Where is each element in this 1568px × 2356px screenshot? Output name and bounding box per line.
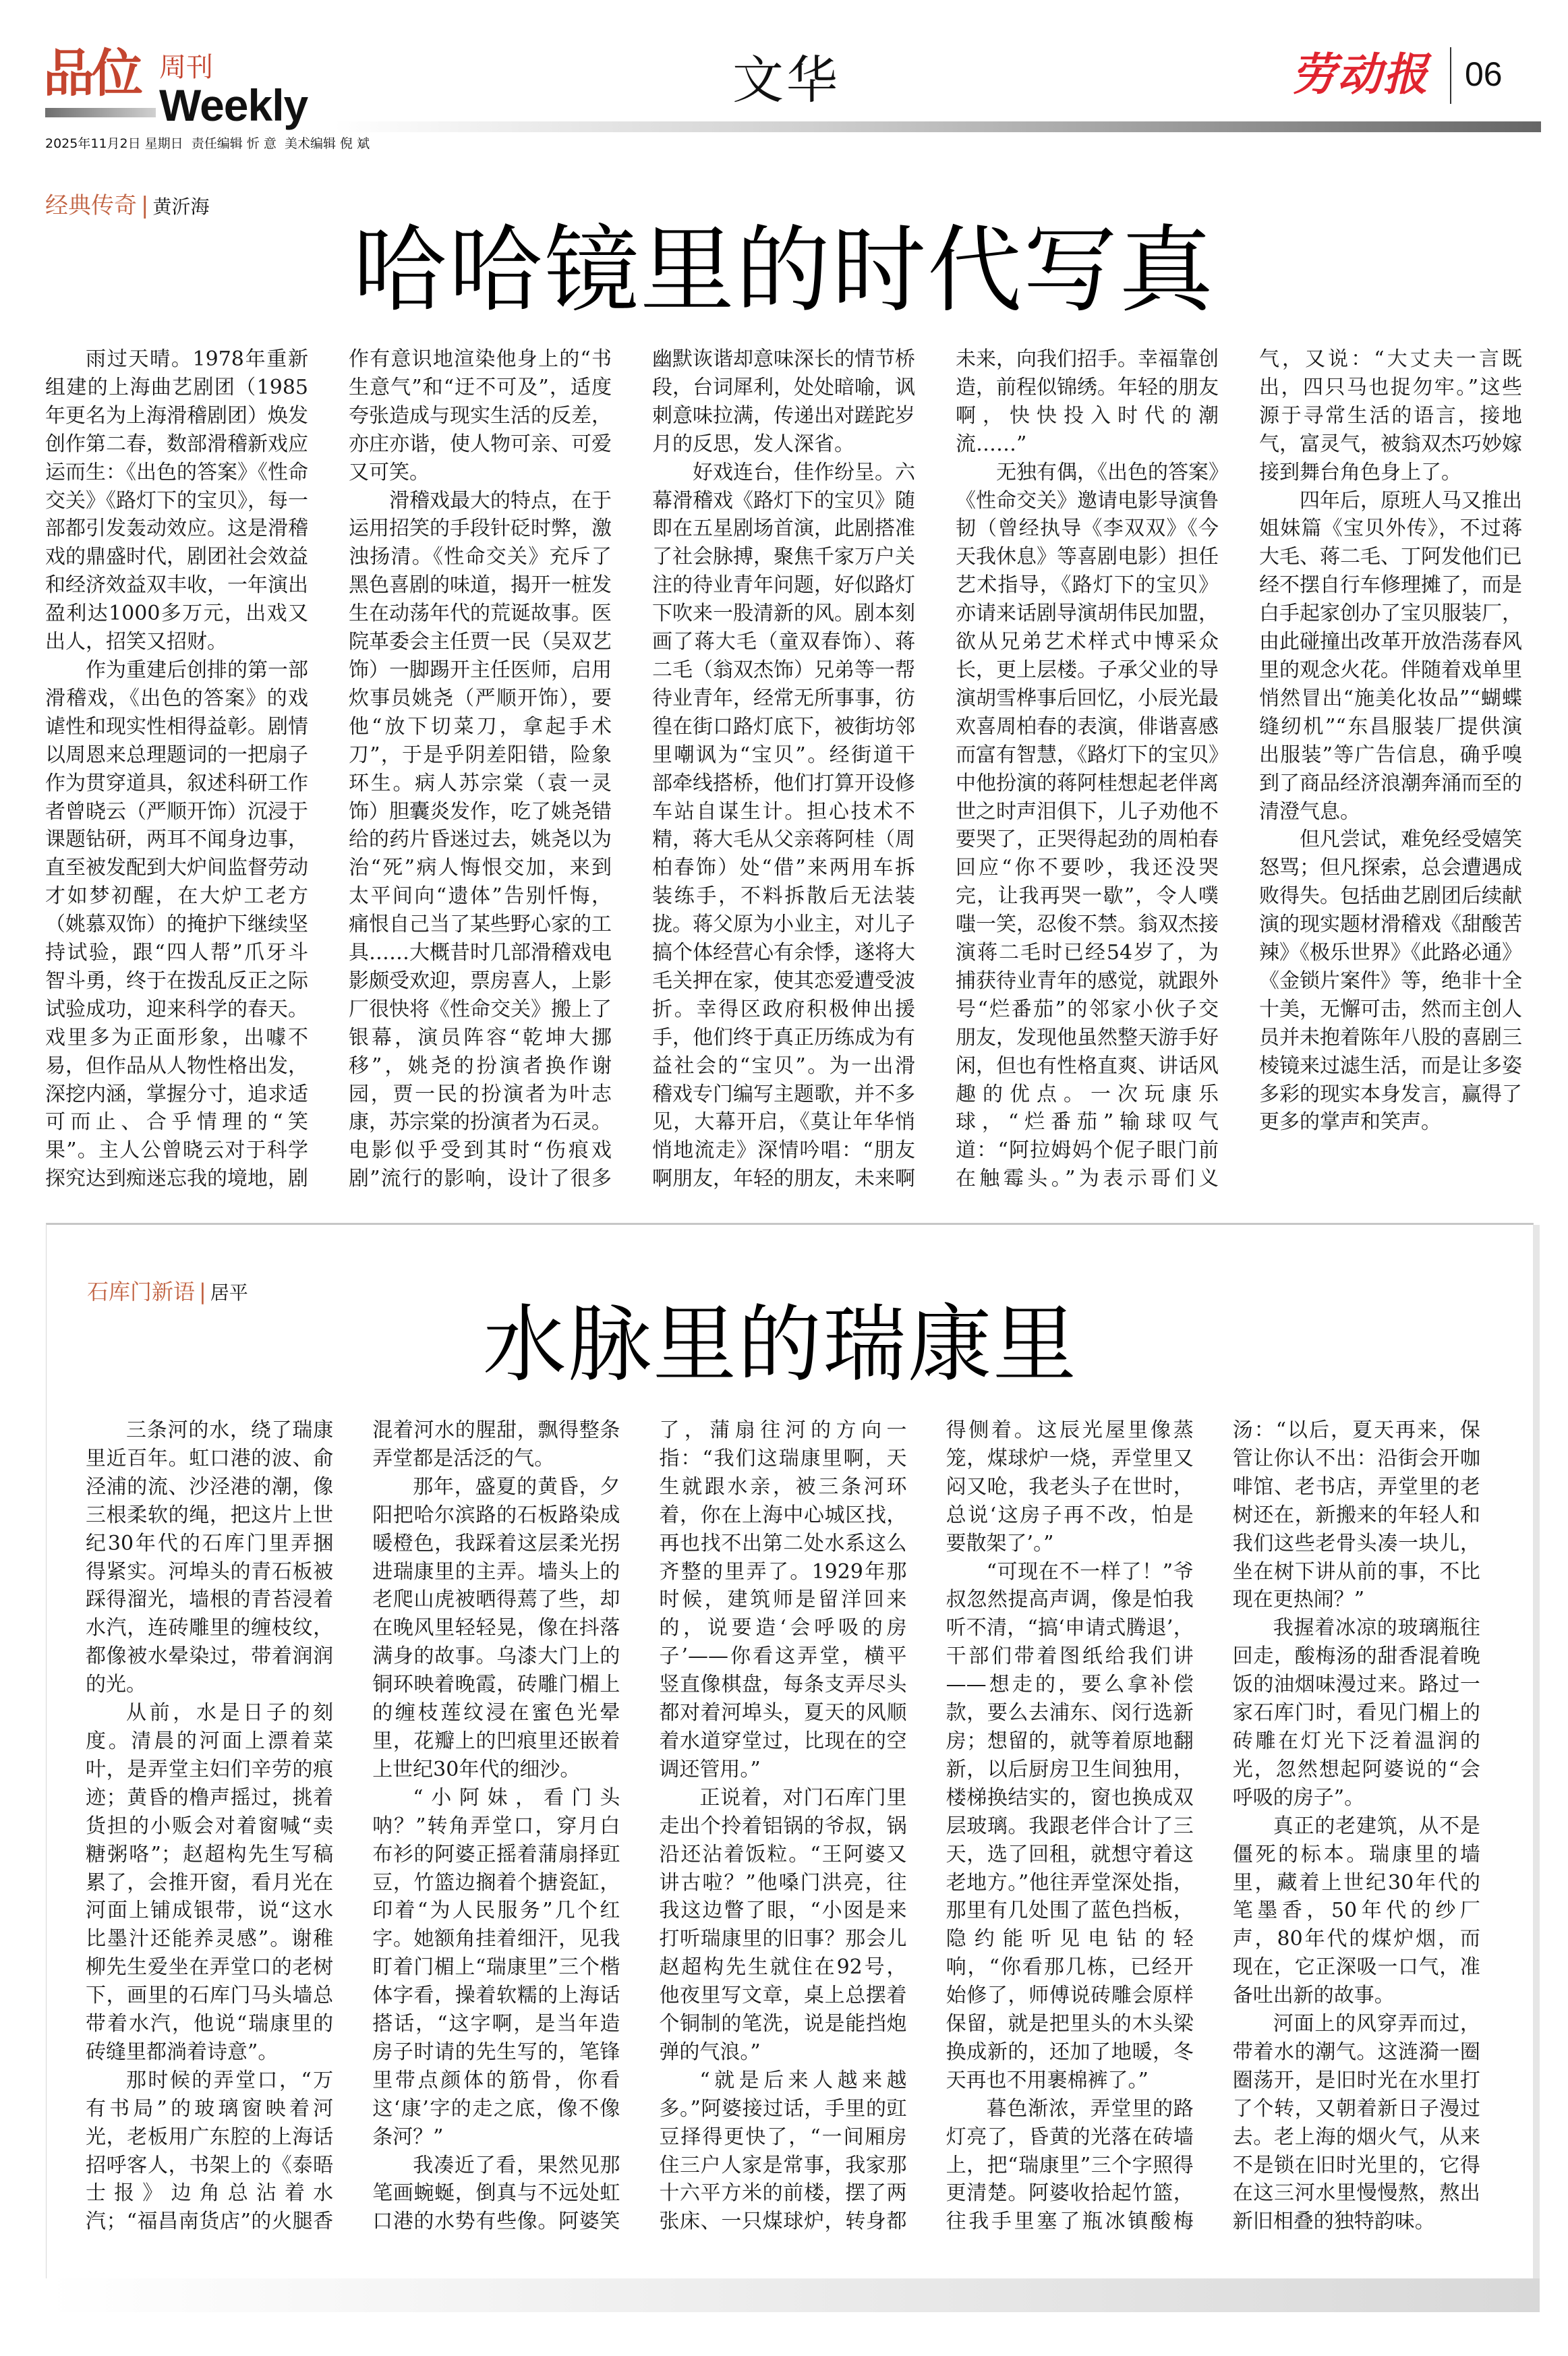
author-name: 黄沂海 <box>152 196 210 218</box>
box-shadow-bottom <box>46 2278 1540 2312</box>
paragraph: 滑稽戏最大的特点，在于运用招笑的手段针砭时弊，激浊扬清。《性命交关》充斥了黑色喜剧的味道，揭开一桩发生在动荡年代的荒诞故事。医院革委会主任贾一民（吴双艺饰）一脚踢开主任医师，启用炊事员姚尧（严顺开饰），要他“放下切菜刀，拿起手术刀”，于是乎阴差阳错，险象环生。病人苏宗棠（袁一灵饰）胆囊炎发作，吃了姚尧错给的药片昏迷过去，姚尧以为治“死”病人悔恨交加，来到太平间向“遗体”告别忏悔，痛恨自己当了某些野心家的工具……大概昔时几部滑稽戏电影颇受欢迎，票房喜人，上影厂很快将《性命交关》搬上了银幕，演员阵容“乾坤大挪移”，姚尧的扮演者换作谢园，贾一民的扮演者为叶志康，苏宗棠的扮演者为石灵。电影似乎受到其时“伤痕戏剧”流行的影响，设计了很多幽默诙谐却意味深长的情节桥段，台词犀利，处处暗喻，讽刺意味拉满，传递出对蹉跎岁月的反思，发人深省。 <box>349 347 915 1191</box>
paragraph: 四年后，原班人马又推出姐妹篇《宝贝外传》，不过蒋大毛、蒋二毛、丁阿发他们已经不摆自行车修理摊了，而是白手起家创办了宝贝服装厂，由此碰撞出改革开放浩荡春风里的观念火花。伴随着戏单里悄然冒出“施美化妆品”“蝴蝶缝纫机”“东昌服装厂提供演出服装”等广告信息，确乎嗅到了商品经济浪潮奔涌而至的清澄气息。 <box>1259 488 1522 824</box>
section-name: 文华 <box>732 50 840 110</box>
paragraph: 但凡尝试，难免经受嬉笑怒骂；但凡探索，总会遭遇成败得失。包括曲艺剧团后续献演的现实题材滑稽戏《甜酸苦辣》《极乐世界》《此路必通》《金锁片案件》等，绝非十全十美，无懈可击，然而主创人员并未抱着陈年八股的喜剧三棱镜来过滤生活，而是让多姿多彩的现实本身发言，赢得了更多的掌声和笑声。 <box>1259 828 1522 1134</box>
kicker-separator: | <box>199 1279 206 1304</box>
issue-weekday: 星期日 <box>144 136 183 151</box>
paragraph: 三条河的水，绕了瑞康里近百年。虹口港的波、俞泾浦的流、沙泾港的潮，像三根柔软的绳，把这片上世纪30年代的石库门里弄捆得紧实。河埠头的青石板被踩得溜光，墙根的青苔浸着水汽，连砖雕里的缠枝纹，都像被水晕染过，带着润润的光。 <box>86 1418 334 1697</box>
paragraph: 作为重建后创排的第一部滑稽戏，《出色的答案》的戏谑性和现实性相得益彰。剧情以周恩来总理题词的一把扇子作为贯穿道具，叙述科研工作者曾晓云（严顺开饰）沉浸于课题钻研，两耳不闻身边事，直至被发配到大炉间监督劳动才如梦初醒，在大炉工老方（姚慕双饰）的掩护下继续坚持试验，跟“四人帮”爪牙斗智斗勇，终于在拨乱反正之际试验成功，迎来科学的春天。戏里多为正面形象，出噱不易，但作品从人物性格出发，深挖内涵，掌握分寸，追求适可而止、合乎情理的“笑果”。主人公曾晓云对于科学探究达到痴迷忘我的境地，剧作有意识地渲染他身上的“书生意气”和“迂不可及”，适度夸张造成与现实生活的反差，亦庄亦谐，使人物可亲、可爱又可笑。 <box>45 347 612 1191</box>
dateline <box>45 135 370 152</box>
paragraph: 我握着冰凉的玻璃瓶往回走，酸梅汤的甜香混着晚饭的油烟味漫过来。路过一家石库门时，看见门楣上的砖雕在灯光下泛着温润的光，忽然想起阿婆说的“会呼吸的房子”。 <box>1232 1616 1480 1810</box>
page-number: 06 <box>1465 55 1503 93</box>
article2-body <box>86 1416 1480 2236</box>
paragraph: “小阿妹，看门头呐？”转角弄堂口，穿月白布衫的阿婆正摇着蒲扇择豇豆，竹篮边搁着个搪瓷缸，印着“为人民服务”几个红字。她额角挂着细汗，见我盯着门楣上“瑞康里”三个楷体字看，操着软糯的上海话搭话，“这字啊，是当年造房子时请的先生写的，笔锋里带点颜体的筋骨，你看这‘康’字的走之底，像不像条河？” <box>372 1785 620 2149</box>
masthead-gradient-bar-small <box>45 108 156 117</box>
column-name: 经典传奇 <box>45 192 137 219</box>
editor-name: 忻 意 <box>246 136 277 151</box>
masthead-divider <box>1450 47 1451 104</box>
weekly-logo: 品位 <box>43 43 140 103</box>
editor-label: 责任编辑 <box>191 136 243 151</box>
paragraph: 那年，盛夏的黄昏，夕阳把哈尔滨路的石板路染成暖橙色，我踩着这层柔光拐进瑞康里的主弄。墙头上的老爬山虎被晒得蔫了些，却在晚风里轻轻晃，像在抖落满身的故事。乌漆大门上的铜环映着晚霞，砖雕门楣上的缠枝莲纹浸在蜜色光晕里，花瓣上的凹痕里还嵌着上世纪30年代的细沙。 <box>372 1474 620 1781</box>
paragraph: 真正的老建筑，从不是僵死的标本。瑞康里的墙里，藏着上世纪30年代的笔墨香，50年代的纱厂声，80年代的煤炉烟，而现在，它正深吸一口气，准备吐出新的故事。 <box>1232 1814 1480 2008</box>
paragraph: 雨过天晴。1978年重新组建的上海曲艺剧团（1985年更名为上海滑稽剧团）焕发创作第二春，数部滑稽新戏应运而生：《出色的答案》《性命交关》《路灯下的宝贝》，每一部都引发轰动效应。这是滑稽戏的鼎盛时代，剧团社会效益和经济效益双丰收，一年演出盈利达1000多万元，出戏又出人，招笑又招财。 <box>45 347 308 654</box>
art-editor-name: 倪 斌 <box>340 136 370 151</box>
paragraph: 那时候的弄堂口，“万有书局”的玻璃窗映着河光，老板用广东腔的上海话招呼客人，书架上的《泰晤士报》边角总沾着水汽；“福昌南货店”的火腿香混着河水的腥甜，飘得整条弄堂都是活泛的气。 <box>86 1418 620 2234</box>
column-name: 石库门新语 <box>87 1279 196 1304</box>
paragraph: 河面上的风穿弄而过，带着水的潮气。这涟漪一圈圈荡开，是旧时光在水里打了个转，又朝着新日子漫过去。老上海的烟火气，从来不是锁在旧时光里的，它得在这三河水里慢慢熬，熬出新旧相叠的独特韵味。 <box>1232 2012 1480 2234</box>
paragraph: 暮色渐浓，弄堂里的路灯亮了，昏黄的光落在砖墙上，把“瑞康里”三个字照得更清楚。阿婆收拾起竹篮，往我手里塞了瓶冰镇酸梅汤：“以后，夏天再来，保管让你认不出：沿街会开咖啡馆、老书店，弄堂里的老树还在，新搬来的年轻人和我们这些老骨头凑一块儿，坐在树下讲从前的事，不比现在更热闹？” <box>946 1418 1480 2234</box>
weekly-logo-english: Weekly <box>159 80 308 130</box>
art-editor-label: 美术编辑 <box>284 136 336 151</box>
kicker-separator: | <box>141 192 149 219</box>
issue-date: 2025年11月2日 <box>45 136 141 151</box>
paragraph: 好戏连台，佳作纷呈。六幕滑稽戏《路灯下的宝贝》随即在五星剧场首演，此剧搭准了社会脉搏，聚焦千家万户关注的待业青年问题，好似路灯下吹来一股清新的风。剧本刻画了蒋大毛（童双春饰）、蒋二毛（翁双杰饰）兄弟等一帮待业青年，经常无所事事，彷徨在街口路灯底下，被街坊邻里嘲讽为“宝贝”。经街道干部牵线搭桥，他们打算开设修车站自谋生计。担心技术不精，蒋大毛从父亲蒋阿桂（周柏春饰）处“借”来两用车拆装练手，不料拆散后无法装拢。蒋父原为小业主，对儿子搞个体经营心有余悸，遂将大毛关押在家，使其恋爱遭受波折。幸得区政府积极伸出援手，他们终于真正历练成为有益社会的“宝贝”。为一出滑稽戏专门编写主题歌，并不多见，大幕开启，《莫让年华悄悄地流走》深情吟唱：“朋友啊朋友，年轻的朋友，未来啊未来，向我们招手。幸福靠创造，前程似锦绣。年轻的朋友啊，快快投入时代的潮流……” <box>652 347 1219 1191</box>
article2-kicker <box>87 1277 248 1308</box>
article1-headline: 哈哈镜里的时代写真 <box>353 216 1215 326</box>
paragraph: “可现在不一样了！”爷叔忽然提高声调，像是怕我听不清，“搞‘申请式腾退’，干部们带着图纸给我们讲——想走的，要么拿补偿款，要么去浦东、闵行选新房；想留的，就等着原地翻新，以后厨房卫生间独用，楼梯换结实的，窗也换成双层玻璃。我跟老伴合计了三天，选了回租，就想守着这老地方。”他往弄堂深处指，那里有几处围了蓝色挡板，隐约能听见电钻的轻响，“你看那几栋，已经开始修了，师傅说砖雕会原样保留，就是把里头的木头梁换成新的，还加了地暖，冬天再也不用裹棉裤了。” <box>946 1559 1194 2092</box>
masthead-gradient-bar <box>334 121 1541 132</box>
paragraph: “就是后来人越来越多。”阿婆接过话，手里的豇豆择得更快了，“一间厢房住三户人家是常事，我家那十六平方米的前楼，摆了两张床、一只煤球炉，转身都得侧着。这辰光屋里像蒸笼，煤球炉一烧，弄堂里又闷又呛，我老头子在世时，总说‘这房子再不改，怕是要散架了’。” <box>659 1418 1194 2234</box>
article2-headline: 水脉里的瑞康里 <box>483 1296 1078 1394</box>
author-name: 居平 <box>210 1282 248 1304</box>
paragraph: 从前，水是日子的刻度。清晨的河面上漂着菜叶，是弄堂主妇们辛劳的痕迹；黄昏的橹声摇过，挑着货担的小贩会对着窗喊“卖糖粥咯”；赵超构先生写稿累了，会推开窗，看月光在河面上铺成银带，说“这水比墨汁还能养灵感”。谢稚柳先生爱坐在弄堂口的老树下，画里的石库门马头墙总带着水汽，他说“瑞康里的砖缝里都淌着诗意”。 <box>86 1701 334 2064</box>
paragraph: 无独有偶，《出色的答案》《性命交关》邀请电影导演鲁韧（曾经执导《李双双》《今天我休息》等喜剧电影）担任艺术指导，《路灯下的宝贝》亦请来话剧导演胡伟民加盟，欲从兄弟艺术样式中博采众长，更上层楼。子承父业的导演胡雪桦事后回忆，小辰光最欢喜周柏春的表演，俳谐喜感而富有智慧，《路灯下的宝贝》中他扮演的蒋阿桂想起老伴离世之时声泪俱下，儿子劝他不要哭了，正哭得起劲的周柏春回应“你不要吵，我还没哭完，让我再哭一歇”，令人噗嗤一笑，忍俊不禁。翁双杰接演蒋二毛时已经54岁了，为捕获待业青年的感觉，就跟外号“烂番茄”的邻家小伙子交朋友，发现他虽然整天游手好闲，但也有性格直爽、讲话风趣的优点。一次玩康乐球，“烂番茄”输球叹气道：“阿拉姆妈个伲子眼门前在触霉头。”为表示哥们义气，又说：“大丈夫一言既出，四只马也捉勿牢。”这些源于寻常生活的语言，接地气，富灵气，被翁双杰巧妙嫁接到舞台角色身上了。 <box>956 347 1522 1191</box>
paragraph: 正说着，对门石库门里走出个拎着铝锅的爷叔，锅沿还沾着饭粒。“王阿婆又讲古啦？”他嗓门洪亮，往我这边瞥了眼，“小囡是来打听瑞康里的旧事？那会儿赵超构先生就住在92号，他夜里写文章，桌上总摆着个铜制的笔洗，说是能挡炮弹的气浪。” <box>659 1785 907 2064</box>
paragraph: 我凑近了看，果然见那笔画蜿蜒，倒真与不远处虹口港的水势有些像。阿婆笑了，蒲扇往河的方向一指：“我们这瑞康里啊，天生就跟水亲，被三条河环着，你在上海中心城区找，再也找不出第二处水系这么齐整的里弄了。1929年那时候，建筑师是留洋回来的，说要造‘会呼吸的房子’——你看这弄堂，横平竖直像棋盘，每条支弄尽头都对着河埠头，夏天的风顺着水道穿堂过，比现在的空调还管用。” <box>372 1418 907 2234</box>
article1-body <box>45 345 1522 1193</box>
article1-kicker <box>45 191 209 222</box>
newspaper-logo: 劳动报 <box>1291 48 1429 100</box>
box-shadow-right <box>1533 1225 1540 2278</box>
weekly-logo-sub: 周刊 <box>159 52 213 83</box>
